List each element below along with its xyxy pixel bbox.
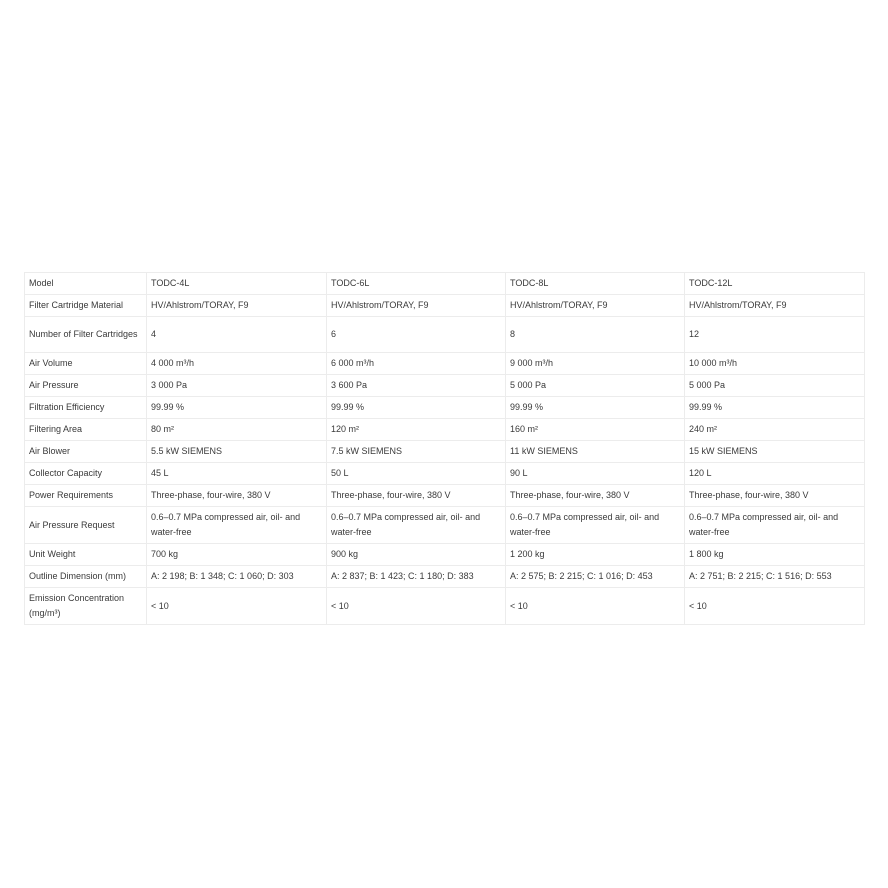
row-label: Model	[25, 273, 147, 295]
table-row	[25, 588, 865, 625]
table-row	[25, 485, 865, 507]
spec-table	[24, 272, 865, 625]
table-cell: 5.5 kW SIEMENS	[147, 441, 327, 463]
table-cell: 120 L	[685, 463, 865, 485]
table-cell: 99.99 %	[506, 397, 685, 419]
table-cell: 6	[327, 317, 506, 353]
table-row	[25, 507, 865, 544]
table-cell: TODC-4L	[147, 273, 327, 295]
table-cell: 5 000 Pa	[685, 375, 865, 397]
table-cell: TODC-8L	[506, 273, 685, 295]
table-cell: HV/Ahlstrom/TORAY, F9	[685, 295, 865, 317]
table-cell: 1 800 kg	[685, 544, 865, 566]
row-label: Unit Weight	[25, 544, 147, 566]
table-cell: TODC-12L	[685, 273, 865, 295]
table-cell: 80 m²	[147, 419, 327, 441]
table-cell: A: 2 575; B: 2 215; C: 1 016; D: 453	[506, 566, 685, 588]
row-label: Air Pressure	[25, 375, 147, 397]
table-row	[25, 273, 865, 295]
table-row	[25, 375, 865, 397]
table-row	[25, 566, 865, 588]
table-cell: 8	[506, 317, 685, 353]
table-cell: 0.6–0.7 MPa compressed air, oil- and water-free	[327, 507, 506, 544]
row-label: Filtering Area	[25, 419, 147, 441]
row-label: Filter Cartridge Material	[25, 295, 147, 317]
table-cell: 9 000 m³/h	[506, 353, 685, 375]
table-cell: 45 L	[147, 463, 327, 485]
table-cell: HV/Ahlstrom/TORAY, F9	[327, 295, 506, 317]
table-cell: 11 kW SIEMENS	[506, 441, 685, 463]
table-cell: 10 000 m³/h	[685, 353, 865, 375]
table-cell: HV/Ahlstrom/TORAY, F9	[147, 295, 327, 317]
table-cell: 0.6–0.7 MPa compressed air, oil- and water-free	[685, 507, 865, 544]
table-cell: 4	[147, 317, 327, 353]
row-label: Air Blower	[25, 441, 147, 463]
row-label: Collector Capacity	[25, 463, 147, 485]
table-cell: 240 m²	[685, 419, 865, 441]
table-row	[25, 419, 865, 441]
table-cell: 0.6–0.7 MPa compressed air, oil- and water-free	[147, 507, 327, 544]
table-cell: 15 kW SIEMENS	[685, 441, 865, 463]
table-cell: TODC-6L	[327, 273, 506, 295]
table-cell: 6 000 m³/h	[327, 353, 506, 375]
row-label: Power Requirements	[25, 485, 147, 507]
table-row	[25, 353, 865, 375]
table-cell: 50 L	[327, 463, 506, 485]
table-cell: Three-phase, four-wire, 380 V	[506, 485, 685, 507]
row-label: Filtration Efficiency	[25, 397, 147, 419]
table-row	[25, 544, 865, 566]
table-row	[25, 441, 865, 463]
table-cell: < 10	[147, 588, 327, 625]
table-cell: < 10	[685, 588, 865, 625]
table-cell: A: 2 837; B: 1 423; C: 1 180; D: 383	[327, 566, 506, 588]
table-cell: A: 2 751; B: 2 215; C: 1 516; D: 553	[685, 566, 865, 588]
table-cell: 3 600 Pa	[327, 375, 506, 397]
table-cell: 900 kg	[327, 544, 506, 566]
row-label: Air Volume	[25, 353, 147, 375]
table-cell: 99.99 %	[685, 397, 865, 419]
table-cell: 12	[685, 317, 865, 353]
row-label: Outline Dimension (mm)	[25, 566, 147, 588]
table-cell: 5 000 Pa	[506, 375, 685, 397]
table-cell: Three-phase, four-wire, 380 V	[147, 485, 327, 507]
table-cell: HV/Ahlstrom/TORAY, F9	[506, 295, 685, 317]
table-row	[25, 317, 865, 353]
table-cell: 90 L	[506, 463, 685, 485]
table-cell: 99.99 %	[327, 397, 506, 419]
table-cell: < 10	[506, 588, 685, 625]
table-cell: 3 000 Pa	[147, 375, 327, 397]
table-cell: 99.99 %	[147, 397, 327, 419]
table-row	[25, 295, 865, 317]
table-cell: 700 kg	[147, 544, 327, 566]
table-cell: A: 2 198; B: 1 348; C: 1 060; D: 303	[147, 566, 327, 588]
table-cell: 7.5 kW SIEMENS	[327, 441, 506, 463]
table-row	[25, 463, 865, 485]
table-cell: < 10	[327, 588, 506, 625]
table-cell: Three-phase, four-wire, 380 V	[685, 485, 865, 507]
row-label: Number of Filter Cartridges	[25, 317, 147, 353]
spec-table-body	[25, 273, 865, 625]
table-cell: 4 000 m³/h	[147, 353, 327, 375]
table-cell: 1 200 kg	[506, 544, 685, 566]
row-label: Air Pressure Request	[25, 507, 147, 544]
table-cell: 120 m²	[327, 419, 506, 441]
table-cell: 0.6–0.7 MPa compressed air, oil- and water-free	[506, 507, 685, 544]
row-label: Emission Concentration (mg/m³)	[25, 588, 147, 625]
table-cell: 160 m²	[506, 419, 685, 441]
table-row	[25, 397, 865, 419]
table-cell: Three-phase, four-wire, 380 V	[327, 485, 506, 507]
